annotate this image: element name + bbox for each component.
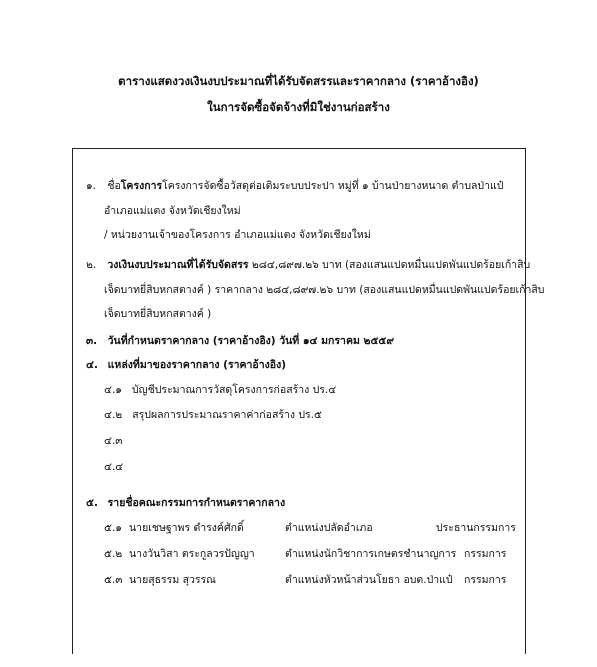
committee-member-number: ๕.๓ <box>104 574 123 586</box>
source-item <box>104 434 122 448</box>
committee-member-number: ๕.๑ <box>104 522 122 534</box>
source-item <box>104 408 322 422</box>
section-4-label: แหล่งที่มาของราคากลาง (ราคาอ้างอิง) <box>107 359 286 371</box>
source-item-text: สรุปผลการประมาณราคาค่าก่อสร้าง ปร.๕ <box>132 409 322 421</box>
source-item-text: บัญชีประมาณการวัสดุโครงการก่อสร้าง ปร.๔ <box>131 384 337 396</box>
committee-member-role: ประธานกรรมการ <box>436 522 516 534</box>
committee-member-name: นางวันวิสา ตระกูลวรปัญญา <box>129 548 255 560</box>
section-1-number: ๑. <box>86 180 97 192</box>
section-1-line-3: / หน่วยงานเจ้าของโครงการ อำเภอแม่แตง จังหวัดเชียงใหม่ <box>104 229 371 241</box>
section-1-line-2: อำเภอแม่แตง จังหวัดเชียงใหม่ <box>104 205 241 217</box>
section-2-line-2: เจ็ดบาทยี่สิบหกสตางค์ ) ราคากลาง ๒๘๔,๘๙๗.๒๖ บาท (สองแสนแปดหมื่นแปดพันแปดร้อยเก้าสิบ <box>104 284 545 296</box>
section-3-line <box>86 334 394 348</box>
section-2-line-3: เจ็ดบาทยี่สิบหกสตางค์ ) <box>104 308 212 320</box>
section-2-line-1 <box>86 258 530 272</box>
source-item-number: ๔.๒ <box>104 409 123 421</box>
section-1-label-prefix: ชื่อ <box>107 180 121 192</box>
committee-member-name: นายสุธรรม สุวรรณ <box>129 574 216 586</box>
committee-member-name: นายเชษฐาพร ดำรงค์ศักดิ์ <box>129 522 244 534</box>
source-item-number: ๔.๔ <box>104 461 124 473</box>
source-item <box>104 383 336 397</box>
section-1-line-1 <box>86 179 503 193</box>
section-4-number: ๔. <box>86 359 98 371</box>
committee-member-role: กรรมการ <box>464 574 507 586</box>
section-3-label: วันที่กำหนดราคากลาง (ราคาอ้างอิง) วันที่ ๑๔ มกราคม ๒๕๕๙ <box>107 335 395 347</box>
document-subtitle: ในการจัดซื้อจัดจ้างที่มิใช่งานก่อสร้าง <box>207 100 390 114</box>
section-1-text: โครงการจัดซื้อวัสดุต่อเติมระบบประปา หมู่ที่ ๑ บ้านป่ายางหนาด ตำบลป่าแป๋ <box>162 180 504 192</box>
section-2-number: ๒. <box>86 259 97 271</box>
section-5-heading <box>86 496 285 510</box>
source-item-number: ๔.๑ <box>104 384 122 396</box>
committee-member-role: กรรมการ <box>464 548 507 560</box>
section-5-label: รายชื่อคณะกรรมการกำหนดราคากลาง <box>107 497 286 509</box>
section-3-number: ๓. <box>86 335 98 347</box>
source-item <box>104 460 123 474</box>
section-2-label: วงเงินงบประมาณที่ได้รับจัดสรร <box>107 259 249 271</box>
section-4-heading <box>86 358 286 372</box>
committee-member-position: ตำแหน่งนักวิชาการเกษตรชำนาญการ <box>285 548 457 560</box>
committee-member-number: ๕.๒ <box>104 548 123 560</box>
section-5-number: ๕. <box>86 497 98 509</box>
section-1-label-bold: โครงการ <box>120 180 163 192</box>
committee-member-position: ตำแหน่งปลัดอำเภอ <box>285 522 373 534</box>
source-item-number: ๔.๓ <box>104 435 123 447</box>
committee-member-position: ตำแหน่งหัวหน้าส่วนโยธา อบต.ป่าแป๋ <box>285 574 453 586</box>
document-title: ตารางแสดงวงเงินงบประมาณที่ได้รับจัดสรรและราคากลาง (ราคาอ้างอิง) <box>118 74 479 88</box>
section-2-text: ๒๘๔,๘๙๗.๒๖ บาท (สองแสนแปดหมื่นแปดพันแปดร้อยเก้าสิบ <box>251 259 531 271</box>
